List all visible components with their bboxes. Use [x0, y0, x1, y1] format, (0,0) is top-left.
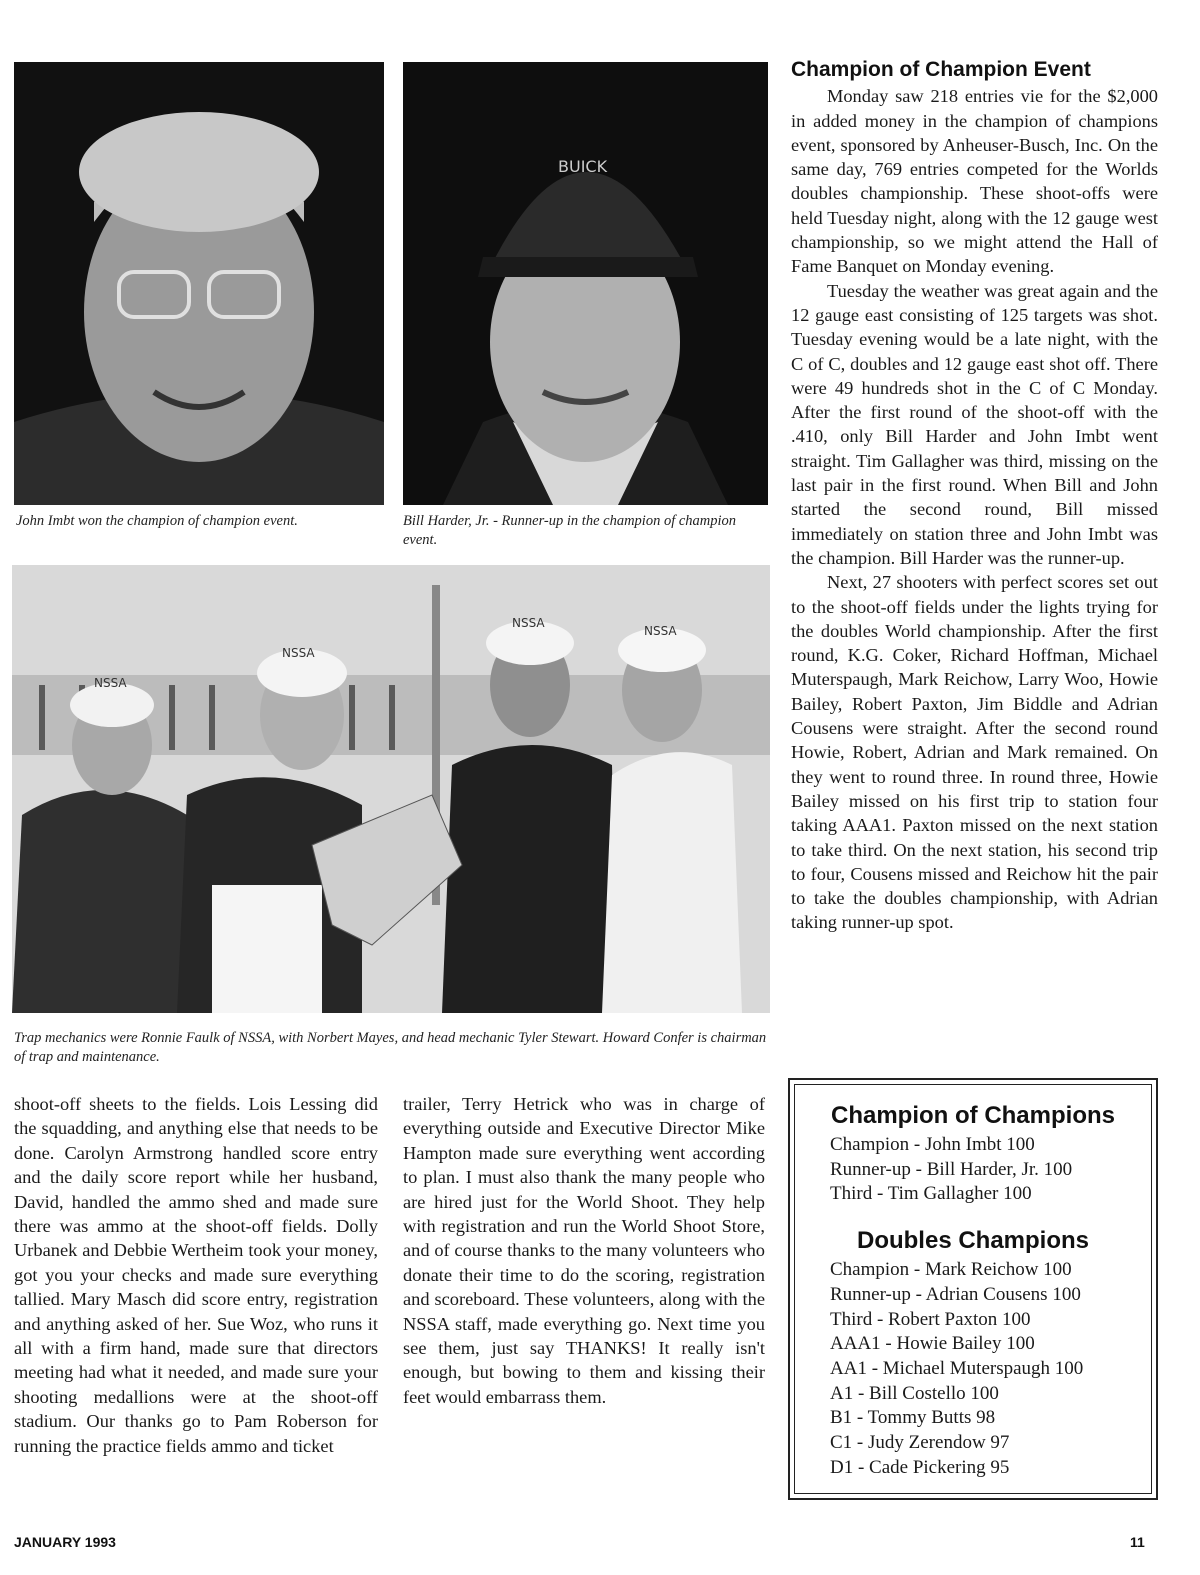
coc-result: Runner-up - Bill Harder, Jr. 100: [830, 1158, 1073, 1180]
caption-john-imbt: John Imbt won the champion of champion event.: [16, 513, 298, 529]
article-paragraph-3: Next, 27 shooters with perfect scores set out to the shoot-off fields under the lights trying for the doubles World championship. After the first round, K.G. Coker, Richard Hoffman, Michael Muterspaugh, Mark Reichow, Larry Woo, Howie Bailey, Robert Paxton, Jim Biddle and Adrian Cousens were straight. After the second round Howie, Robert, Adrian and Mark remained. On they went to round three. In round three, Howie Bailey missed on his first trip to station four taking AAA1. Paxton missed on the next station to take third. On the next station, his second trip to four, Cousens missed and Reichow hit the pair to take the doubles championship, with Adrian taking runner-up spot.: [791, 572, 1158, 933]
photo-john-imbt: [14, 62, 384, 505]
caption-trap-mechanics: Trap mechanics were Ronnie Faulk of NSSA, with Norbert Mayes, and head mechanic Tyler Stewart. Howard Confer is chairman of trap and maintenance.: [14, 1030, 767, 1065]
article-lower-middle-text: trailer, Terry Hetrick who was in charge of everything outside and Executive Director Mike Hampton made sure everything went according to plan. I must also thank the many people who are hired just for the World Shoot. They help with registration and run the World Shoot Store, and of course thanks to the many volunteers who donate their time to do the scoring, registration and scoreboard. These volunteers, along with the NSSA staff, made everything go. Next time you see them, just say THANKS! It really isn't enough, but bowing to them and kissing their feet would embarrass them.: [403, 1094, 765, 1407]
doubles-result: AA1 - Michael Muterspaugh 100: [830, 1357, 1084, 1379]
coc-result: Third - Tim Gallagher 100: [830, 1183, 1032, 1205]
footer-page-number: 11: [1130, 1534, 1145, 1550]
article-right-column: [791, 58, 1158, 935]
doubles-result: D1 - Cade Pickering 95: [830, 1456, 1010, 1478]
doubles-result: C1 - Judy Zerendow 97: [830, 1432, 1010, 1454]
cap-logo-text: BUICK: [558, 157, 608, 176]
doubles-title: Doubles Champions: [856, 1227, 1090, 1255]
article-paragraph-2: Tuesday the weather was great again and the 12 gauge east consisting of 125 targets was shot. Tuesday evening would be a late night, with the C of C, doubles and 12 gauge east shot off. There were 49 hundreds shot in the C of C Monday. After the first round of the shoot-off with the .410, only Bill Harder and John Imbt went straight. Tim Gallagher was third, missing on the last pair in the first round. When Bill and John started the second round, Bill missed immediately on station three and John Imbt was the champion. Bill Harder was the runner-up.: [791, 280, 1158, 568]
group-cap-text-2: NSSA: [282, 646, 315, 660]
article-lower-left-text: shoot-off sheets to the fields. Lois Lessing did the squadding, and anything else that needs to be done. Carolyn Armstrong handled score entry and the daily score report while her husband, David, handled the ammo shed and made sure there was ammo at the shoot-off fields. Dolly Urbanek and Debbie Wertheim took your money, got you your checks and made sure everything tallied. Mary Masch did score entry, registration and anything asked of her. Sue Woz, who runs it all with a firm hand, made sure that directors meeting had what it needed, and made sure your shooting medallions were at the shoot-off stadium. Our thanks go to Pam Roberson for running the practice fields ammo and ticket: [14, 1094, 378, 1456]
footer-issue: JANUARY 1993: [14, 1534, 116, 1550]
article-paragraph-1: Monday saw 218 entries vie for the $2,000 in added money in the champion of champions event, sponsored by Anheuser-Busch, Inc. On the same day, 769 entries competed for the Worlds doubles championship. These shoot-offs were held Tuesday night, along with the 12 gauge west championship, so we might attend the Hall of Fame Banquet on Monday evening.: [791, 86, 1158, 277]
doubles-result: A1 - Bill Costello 100: [830, 1382, 999, 1404]
doubles-result: B1 - Tommy Butts 98: [830, 1407, 996, 1429]
group-cap-text-4: NSSA: [644, 624, 677, 638]
article-lower-middle: [403, 1092, 765, 1409]
coc-result: Champion - John Imbt 100: [830, 1134, 1035, 1155]
caption-bill-harder: Bill Harder, Jr. - Runner-up in the champion of champion event.: [403, 513, 737, 548]
group-cap-text-1: NSSA: [94, 676, 127, 690]
photo-bill-harder: [403, 62, 768, 505]
results-box: [788, 1078, 1158, 1500]
article-heading: Champion of Champion Event: [791, 58, 1091, 81]
group-cap-text-3: NSSA: [512, 616, 545, 630]
coc-title: Champion of Champions: [831, 1102, 1115, 1129]
article-lower-left: [14, 1092, 378, 1458]
doubles-result: Champion - Mark Reichow 100: [830, 1259, 1072, 1281]
photo-trap-mechanics: [12, 565, 770, 1013]
doubles-result: AAA1 - Howie Bailey 100: [830, 1333, 1035, 1355]
doubles-result: Third - Robert Paxton 100: [830, 1308, 1031, 1330]
doubles-result: Runner-up - Adrian Cousens 100: [830, 1283, 1081, 1305]
